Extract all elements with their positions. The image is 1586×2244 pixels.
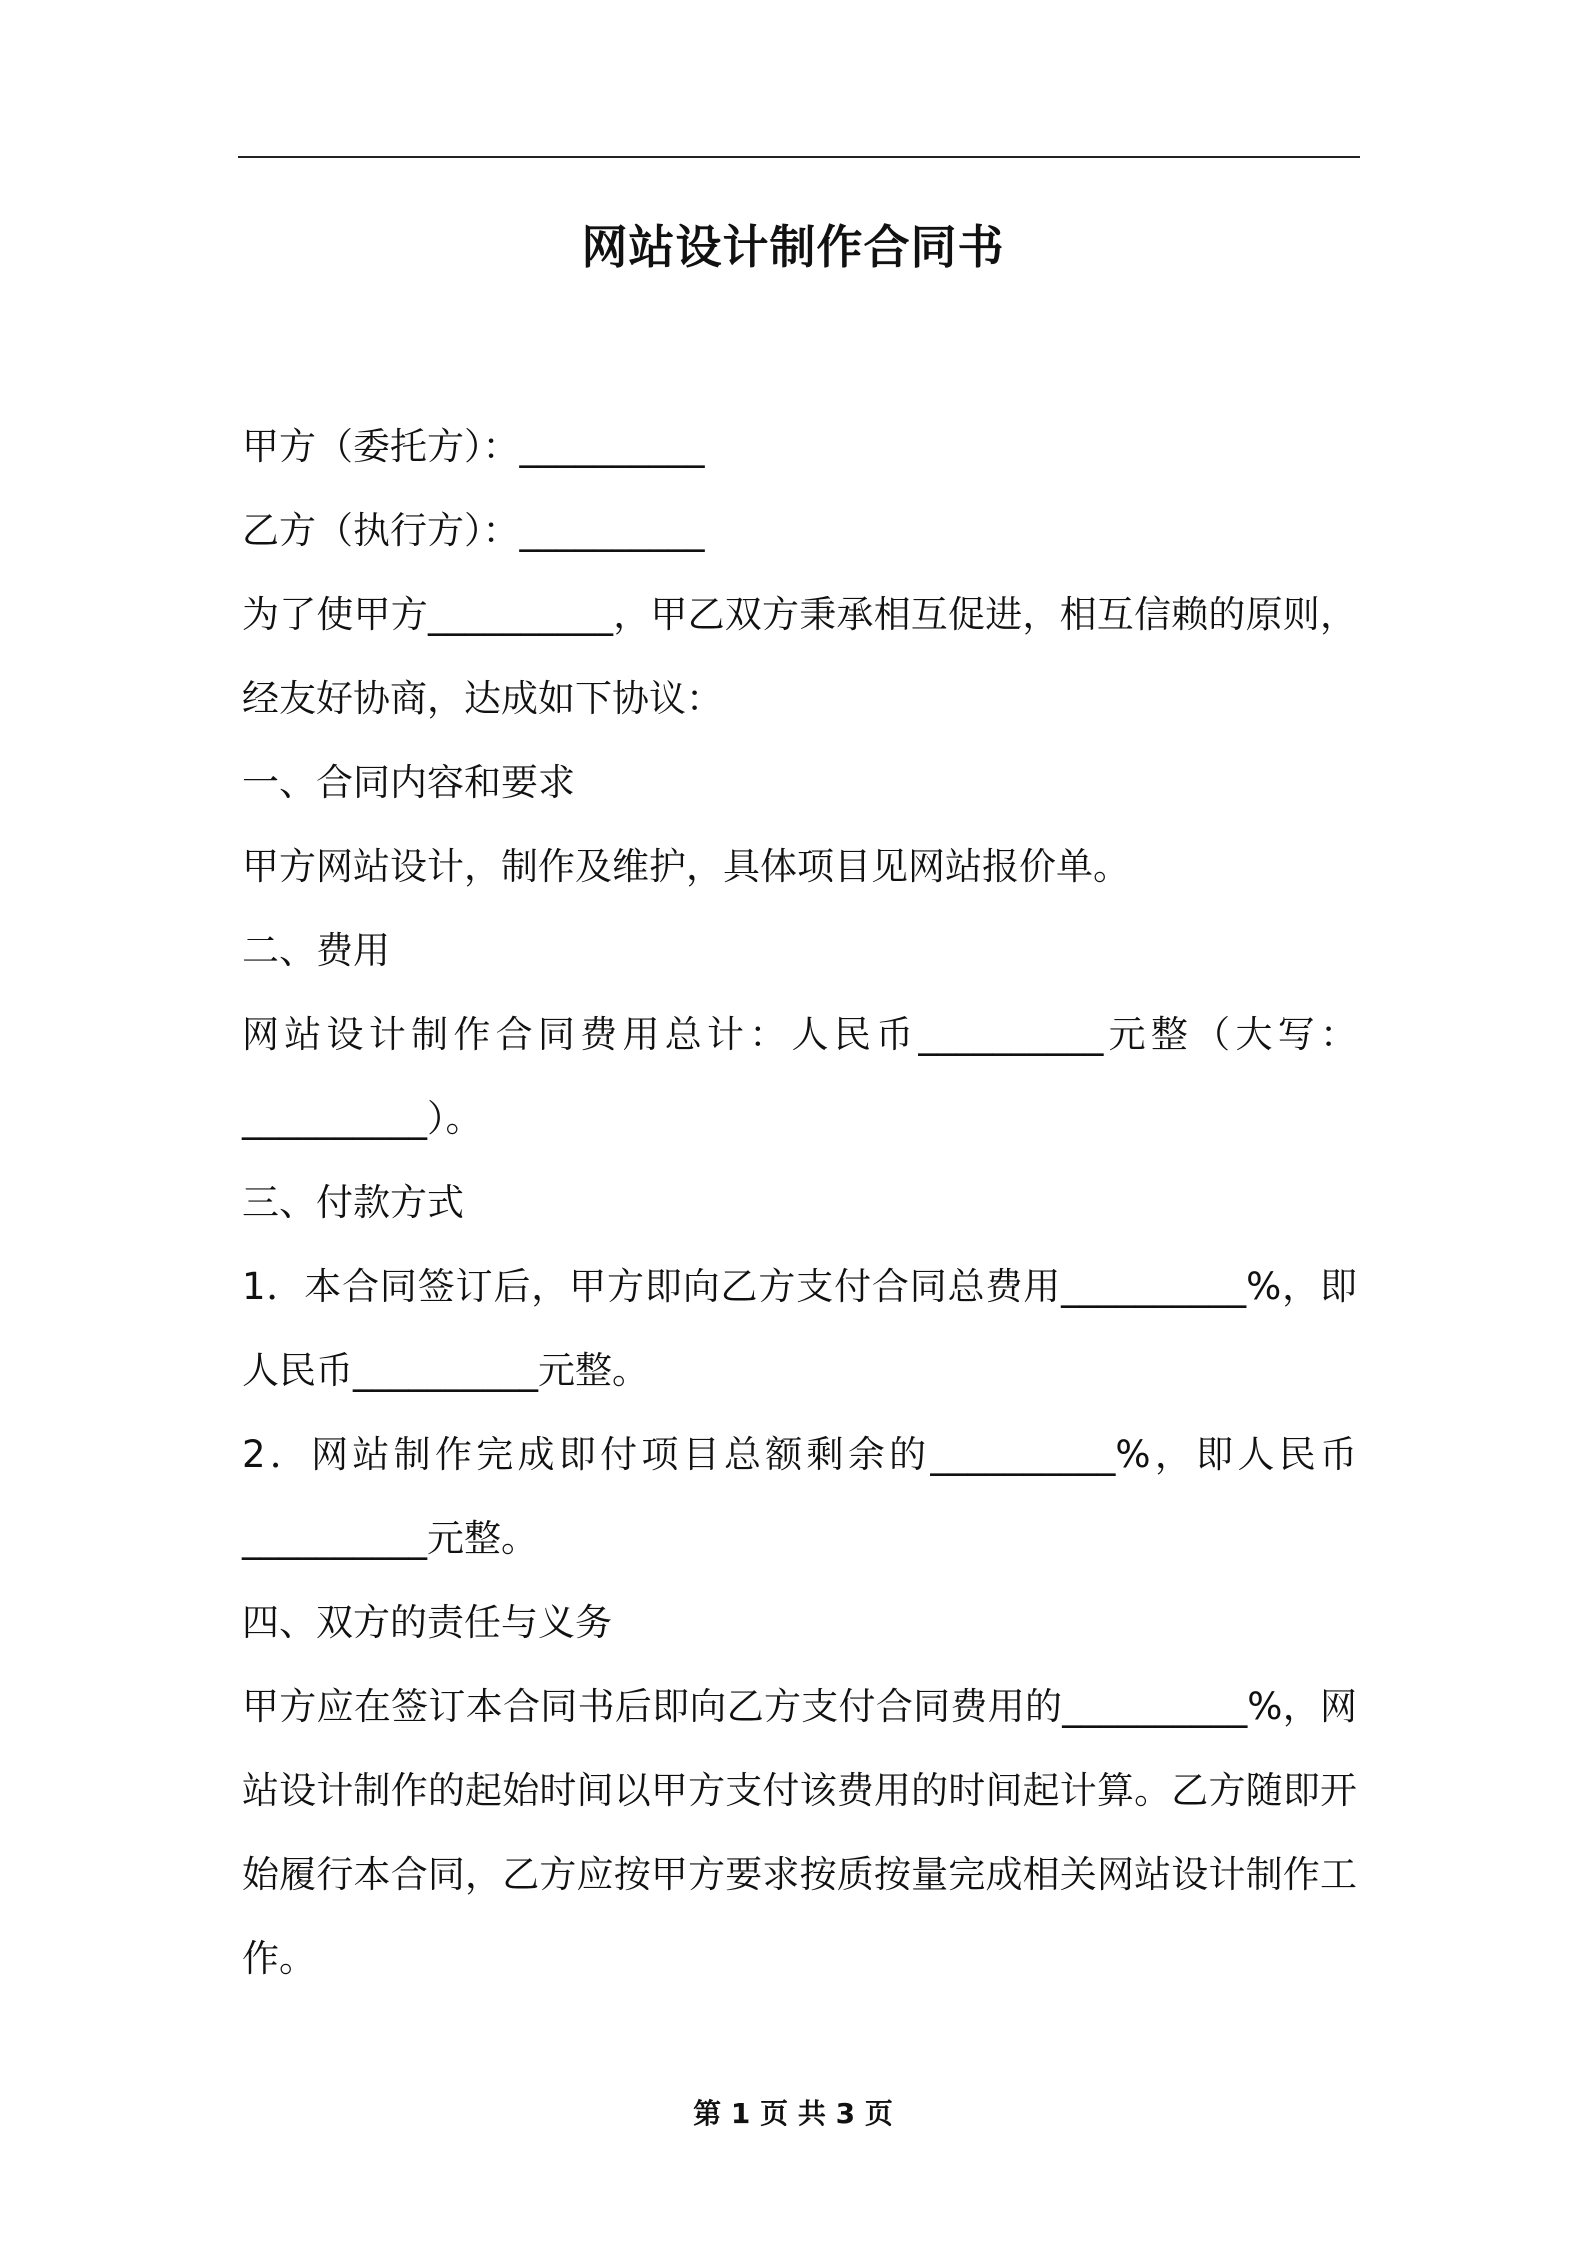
- payment-item-2-line-1: 2．网站制作完成即付项目总额剩余的__________%，即人民币: [242, 1433, 1357, 1476]
- section-heading-4: 四、双方的责任与义务: [242, 1601, 612, 1644]
- preamble-line-1: 为了使甲方__________，甲乙双方秉承相互促进，相互信赖的原则，: [242, 593, 1357, 636]
- duties-line-4: 作。: [242, 1937, 316, 1980]
- party-a-line: 甲方（委托方）：__________: [242, 425, 705, 468]
- page-number-footer: 第 1 页 共 3 页: [693, 2097, 893, 2130]
- payment-item-2-line-2: __________元整。: [242, 1517, 538, 1560]
- document-title: 网站设计制作合同书: [581, 220, 1005, 274]
- section-heading-3: 三、付款方式: [242, 1181, 464, 1224]
- duties-line-2: 站设计制作的起始时间以甲方支付该费用的时间起计算。乙方随即开: [242, 1769, 1357, 1812]
- party-b-line: 乙方（执行方）：__________: [242, 509, 705, 552]
- duties-line-1: 甲方应在签订本合同书后即向乙方支付合同费用的__________%，网: [242, 1685, 1357, 1728]
- fee-line-1: 网站设计制作合同费用总计：人民币__________元整（大写：: [242, 1013, 1357, 1056]
- header-rule: [238, 156, 1360, 158]
- section-1-text: 甲方网站设计，制作及维护，具体项目见网站报价单。: [242, 845, 1130, 888]
- duties-line-3: 始履行本合同，乙方应按甲方要求按质按量完成相关网站设计制作工: [242, 1853, 1357, 1896]
- contract-body: [242, 405, 1357, 2001]
- payment-item-1-line-2: 人民币__________元整。: [242, 1349, 649, 1392]
- fee-line-2: __________）。: [242, 1097, 483, 1140]
- preamble-line-2: 经友好协商，达成如下协议：: [242, 677, 723, 720]
- payment-item-1-line-1: 1．本合同签订后，甲方即向乙方支付合同总费用__________%，即: [242, 1265, 1357, 1308]
- section-heading-1: 一、合同内容和要求: [242, 761, 575, 804]
- section-heading-2: 二、费用: [242, 929, 390, 972]
